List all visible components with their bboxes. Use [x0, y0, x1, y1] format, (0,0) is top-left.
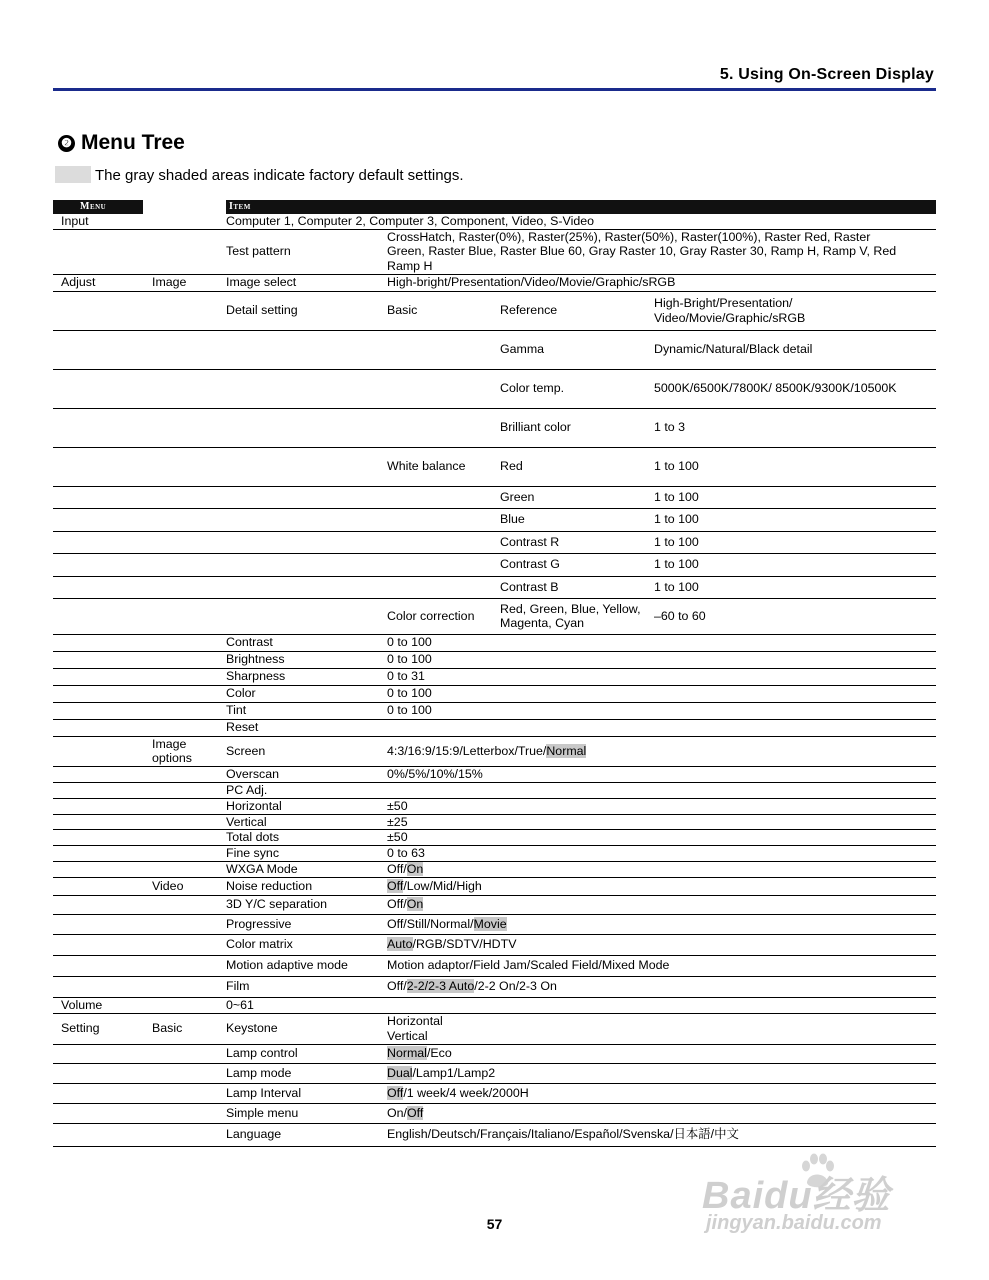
item-value [387, 1083, 936, 1103]
item-label: PC Adj. [226, 782, 387, 798]
item-value [226, 214, 936, 229]
submenu-label [144, 976, 226, 997]
menu-tree-body [53, 214, 936, 1146]
submenu-label [144, 214, 226, 229]
submenu-label [144, 531, 226, 553]
detail-item-value [654, 553, 936, 576]
item-value [387, 702, 936, 719]
submenu-label [144, 685, 226, 702]
menu-row [53, 651, 936, 668]
sub-item-label [387, 408, 500, 447]
detail-item-label: Red [500, 447, 654, 486]
menu-row [53, 895, 936, 914]
item-label: Color [226, 685, 387, 702]
value-text: Basic [387, 303, 418, 318]
menu-row [53, 274, 936, 291]
menu-row [53, 229, 936, 274]
menu-label [53, 408, 144, 447]
item-value [387, 736, 936, 766]
item-value [387, 1063, 936, 1083]
menu-label [53, 369, 144, 408]
item-label: Noise reduction [226, 877, 387, 895]
menu-row [53, 846, 936, 862]
menu-label [53, 508, 144, 531]
value-text: 1 to 100 [654, 459, 699, 474]
item-label: Test pattern [226, 229, 387, 274]
submenu-label [144, 830, 226, 846]
value-text: /Low/Mid/High [403, 878, 482, 893]
item-label: Contrast [226, 634, 387, 651]
value-text: Computer 1, Computer 2, Computer 3, Component, Video, S-Video [226, 214, 595, 228]
submenu-label [144, 782, 226, 798]
value-text: 0 to 100 [387, 686, 432, 701]
item-value [387, 782, 936, 798]
value-text: ±50 [387, 830, 408, 845]
legend-text: The gray shaded areas indicate factory default settings. [95, 167, 464, 184]
page-number: 57 [486, 1216, 503, 1232]
item-label [226, 447, 387, 486]
menu-row [53, 408, 936, 447]
value-text: Off/ [387, 979, 407, 994]
menu-tree-header [53, 200, 936, 214]
item-value [387, 668, 936, 685]
submenu-label [144, 408, 226, 447]
menu-row [53, 782, 936, 798]
item-label: Color matrix [226, 934, 387, 955]
menu-label [53, 330, 144, 369]
item-label: Lamp control [226, 1044, 387, 1063]
submenu-label [144, 1063, 226, 1083]
menu-row [53, 486, 936, 508]
detail-item-label: Blue [500, 508, 654, 531]
menu-label [53, 814, 144, 830]
watermark-brand: Baidu经验 [702, 1175, 891, 1217]
item-label: Reset [226, 719, 387, 736]
sub-item-label [387, 576, 500, 598]
menu-row [53, 668, 936, 685]
submenu-label: Basic [144, 1013, 226, 1044]
value-text: High-Bright/Presentation/ Video/Movie/Graphic/sRGB [654, 296, 806, 325]
menu-tree-table [53, 214, 936, 1147]
item-label: Progressive [226, 914, 387, 934]
menu-row [53, 531, 936, 553]
item-label [226, 598, 387, 634]
menu-row [53, 997, 936, 1013]
value-text: 4:3/16:9/15:9/Letterbox/True/ [387, 743, 547, 758]
value-text: 0 to 100 [387, 703, 432, 718]
submenu-label [144, 997, 226, 1013]
menu-label [53, 598, 144, 634]
item-label: Keystone [226, 1013, 387, 1044]
menu-row [53, 798, 936, 814]
item-value [387, 1103, 936, 1123]
menu-label [53, 976, 144, 997]
item-label: Vertical [226, 814, 387, 830]
submenu-label: Video [144, 877, 226, 895]
menu-label [53, 553, 144, 576]
submenu-label [144, 229, 226, 274]
item-label: Screen [226, 736, 387, 766]
sub-item-label [387, 330, 500, 369]
item-value [387, 1013, 936, 1044]
item-value [387, 229, 936, 274]
detail-item-label: Gamma [500, 330, 654, 369]
detail-item-value [654, 447, 936, 486]
detail-item-value [654, 531, 936, 553]
menu-row [53, 914, 936, 934]
menu-row [53, 934, 936, 955]
detail-item-label: Contrast R [500, 531, 654, 553]
item-label: Lamp mode [226, 1063, 387, 1083]
default-value-highlight: Off [387, 878, 404, 893]
item-header-label: Item [229, 201, 251, 212]
value-text: ±50 [387, 798, 408, 813]
menu-label [53, 291, 144, 330]
menu-row [53, 736, 936, 766]
value-text: Color correction [387, 608, 475, 623]
menu-label [53, 447, 144, 486]
submenu-label [144, 719, 226, 736]
menu-label [53, 736, 144, 766]
detail-item-value [654, 369, 936, 408]
menu-label [53, 955, 144, 976]
item-value [387, 1123, 936, 1146]
menu-row [53, 1083, 936, 1103]
menu-label [53, 685, 144, 702]
submenu-label [144, 486, 226, 508]
menu-label: Setting [53, 1013, 144, 1044]
item-value [226, 997, 936, 1013]
menu-row [53, 719, 936, 736]
menu-row [53, 877, 936, 895]
submenu-label [144, 291, 226, 330]
item-column-header [226, 200, 936, 214]
item-label: Simple menu [226, 1103, 387, 1123]
menu-label [53, 1063, 144, 1083]
menu-label [53, 846, 144, 862]
item-label: Horizontal [226, 798, 387, 814]
item-label [226, 330, 387, 369]
value-text: 1 to 100 [654, 579, 699, 594]
submenu-label [144, 576, 226, 598]
item-label: Tint [226, 702, 387, 719]
menu-label [53, 719, 144, 736]
item-value [387, 877, 936, 895]
submenu-label [144, 634, 226, 651]
item-label: Brightness [226, 651, 387, 668]
menu-label [53, 877, 144, 895]
sub-item-label [387, 369, 500, 408]
submenu-label [144, 1103, 226, 1123]
item-value [387, 976, 936, 997]
menu-row [53, 814, 936, 830]
item-value [387, 766, 936, 782]
value-text: Off/ [387, 897, 407, 912]
menu-label [53, 914, 144, 934]
menu-row [53, 685, 936, 702]
item-label: 3D Y/C separation [226, 895, 387, 914]
detail-item-value [654, 486, 936, 508]
menu-header-label: Menu [80, 201, 107, 212]
item-value [387, 830, 936, 846]
submenu-label: Image options [144, 736, 226, 766]
submenu-label [144, 330, 226, 369]
sub-item-label [387, 598, 500, 634]
detail-item-label: Contrast G [500, 553, 654, 576]
menu-row [53, 447, 936, 486]
submenu-label [144, 508, 226, 531]
menu-label [53, 1123, 144, 1146]
value-text: –60 to 60 [654, 608, 706, 623]
detail-item-value [654, 408, 936, 447]
item-label [226, 369, 387, 408]
section-title-text: Menu Tree [81, 131, 185, 154]
menu-label [53, 576, 144, 598]
menu-row [53, 976, 936, 997]
gray-swatch [55, 166, 91, 183]
item-value [387, 719, 936, 736]
sub-item-label [387, 486, 500, 508]
menu-label [53, 486, 144, 508]
menu-row [53, 634, 936, 651]
value-text: 0 to 100 [387, 652, 432, 667]
detail-item-label: Contrast B [500, 576, 654, 598]
item-value [387, 955, 936, 976]
submenu-label [144, 814, 226, 830]
item-label [226, 531, 387, 553]
sub-item-label [387, 553, 500, 576]
menu-column-header [53, 200, 143, 214]
item-value [387, 634, 936, 651]
item-label [226, 486, 387, 508]
menu-row [53, 861, 936, 877]
detail-item-label: Color temp. [500, 369, 654, 408]
submenu-label: Image [144, 274, 226, 291]
value-text: Dynamic/Natural/Black detail [654, 342, 813, 357]
item-label: Fine sync [226, 846, 387, 862]
submenu-label [144, 369, 226, 408]
menu-row [53, 553, 936, 576]
value-text: 0%/5%/10%/15% [387, 766, 483, 781]
default-value-highlight: Normal [387, 1046, 427, 1061]
menu-row [53, 508, 936, 531]
value-text: /Eco [426, 1046, 452, 1061]
item-label: Motion adaptive mode [226, 955, 387, 976]
value-text: 1 to 100 [654, 512, 699, 527]
menu-label: Adjust [53, 274, 144, 291]
detail-item-value [654, 330, 936, 369]
item-label: Lamp Interval [226, 1083, 387, 1103]
detail-item-label: Brilliant color [500, 408, 654, 447]
value-text: 0~61 [226, 997, 254, 1012]
page-header-title: 5. Using On-Screen Display [719, 66, 934, 83]
item-value [387, 651, 936, 668]
menu-row [53, 702, 936, 719]
item-label: Sharpness [226, 668, 387, 685]
value-text: 5000K/6500K/7800K/ 8500K/9300K/10500K [654, 381, 897, 396]
submenu-label [144, 651, 226, 668]
value-text: 1 to 100 [654, 557, 699, 572]
submenu-label [144, 895, 226, 914]
menu-row [53, 830, 936, 846]
item-label: Overscan [226, 766, 387, 782]
item-label: Language [226, 1123, 387, 1146]
sub-item-label [387, 447, 500, 486]
menu-row [53, 1063, 936, 1083]
sub-item-label [387, 291, 500, 330]
item-value [387, 895, 936, 914]
item-value [387, 1044, 936, 1063]
submenu-label [144, 553, 226, 576]
value-text: 1 to 3 [654, 420, 686, 435]
default-value-highlight: Off [387, 1085, 404, 1100]
submenu-label [144, 1083, 226, 1103]
menu-row [53, 291, 936, 330]
submenu-label [144, 1123, 226, 1146]
default-value-highlight: 2-2/2-3 Auto [406, 979, 475, 994]
detail-item-label: Green [500, 486, 654, 508]
legend [55, 166, 464, 184]
item-label [226, 408, 387, 447]
submenu-label [144, 447, 226, 486]
value-text: Horizontal Vertical [387, 1014, 443, 1043]
menu-label [53, 702, 144, 719]
menu-label [53, 934, 144, 955]
submenu-label [144, 798, 226, 814]
menu-label [53, 1083, 144, 1103]
menu-label [53, 861, 144, 877]
menu-row [53, 576, 936, 598]
value-text: On/ [387, 1105, 407, 1120]
value-text: CrossHatch, Raster(0%), Raster(25%), Raster(50%), Raster(100%), Raster Red, Raster Green, Raster Blue, Raster Blue 60, Gray Raster 10, Gray Raster 30, Ramp H, Ramp V, Red Ramp H [387, 229, 897, 273]
detail-item-value [654, 598, 936, 634]
menu-row [53, 1123, 936, 1146]
menu-label [53, 830, 144, 846]
item-value [387, 861, 936, 877]
value-text: /RGB/SDTV/HDTV [412, 937, 517, 952]
default-value-highlight: On [406, 861, 424, 876]
submenu-label [144, 766, 226, 782]
submenu-label [144, 846, 226, 862]
value-text: 0 to 63 [387, 846, 425, 860]
menu-label [53, 531, 144, 553]
menu-label: Input [53, 214, 144, 229]
item-label: WXGA Mode [226, 861, 387, 877]
section-number-badge: ❷ [58, 135, 75, 152]
detail-item-label: Reference [500, 291, 654, 330]
item-label [226, 576, 387, 598]
menu-row [53, 766, 936, 782]
value-text: Motion adaptor/Field Jam/Scaled Field/Mixed Mode [387, 958, 670, 973]
submenu-label [144, 1044, 226, 1063]
item-value [387, 798, 936, 814]
menu-label: Volume [53, 997, 144, 1013]
menu-row [53, 955, 936, 976]
submenu-label [144, 914, 226, 934]
submenu-label [144, 861, 226, 877]
item-value [387, 934, 936, 955]
value-text: 0 to 100 [387, 635, 432, 650]
default-value-highlight: On [406, 897, 424, 912]
item-value [387, 914, 936, 934]
item-label [226, 508, 387, 531]
menu-label [53, 895, 144, 914]
baidu-watermark [702, 1150, 942, 1240]
item-value [387, 814, 936, 830]
section-title [58, 131, 185, 155]
item-label: Image select [226, 274, 387, 291]
default-value-highlight: Movie [473, 916, 507, 931]
value-text: English/Deutsch/Français/Italiano/Español/Svenska/日本語/中文 [387, 1127, 739, 1142]
submenu-label [144, 955, 226, 976]
menu-label [53, 668, 144, 685]
menu-label [53, 798, 144, 814]
menu-label [53, 651, 144, 668]
item-label: Detail setting [226, 291, 387, 330]
menu-label [53, 782, 144, 798]
menu-row [53, 214, 936, 229]
detail-item-label: Red, Green, Blue, Yellow, Magenta, Cyan [500, 598, 654, 634]
detail-item-value [654, 291, 936, 330]
default-value-highlight: Dual [387, 1065, 413, 1080]
menu-row [53, 1103, 936, 1123]
item-label: Film [226, 976, 387, 997]
value-text: /Lamp1/Lamp2 [412, 1065, 496, 1080]
value-text: 1 to 100 [654, 534, 699, 549]
item-label: Total dots [226, 830, 387, 846]
detail-item-value [654, 576, 936, 598]
submenu-label [144, 934, 226, 955]
value-text: White balance [387, 459, 466, 474]
value-text: 0 to 31 [387, 669, 425, 684]
item-value [387, 846, 936, 862]
menu-row [53, 1013, 936, 1044]
sub-item-label [387, 531, 500, 553]
menu-row [53, 369, 936, 408]
item-label [226, 553, 387, 576]
default-value-highlight: Auto [387, 937, 413, 952]
submenu-label [144, 702, 226, 719]
value-text: /2-2 On/2-3 On [474, 979, 557, 994]
submenu-label [144, 668, 226, 685]
header-rule [53, 88, 936, 91]
value-text: /1 week/4 week/2000H [403, 1085, 529, 1100]
default-value-highlight: Normal [546, 743, 587, 758]
item-value [387, 685, 936, 702]
menu-row [53, 598, 936, 634]
value-text: Off/ [387, 861, 407, 876]
value-text: ±25 [387, 814, 408, 829]
menu-row [53, 1044, 936, 1063]
menu-label [53, 1044, 144, 1063]
menu-label [53, 1103, 144, 1123]
value-text: 1 to 100 [654, 489, 699, 504]
menu-label [53, 229, 144, 274]
detail-item-value [654, 508, 936, 531]
default-value-highlight: Off [406, 1105, 424, 1120]
sub-item-label [387, 508, 500, 531]
menu-row [53, 330, 936, 369]
menu-label [53, 766, 144, 782]
value-text: High-bright/Presentation/Video/Movie/Graphic/sRGB [387, 275, 676, 290]
watermark-url: jingyan.baidu.com [706, 1212, 882, 1234]
menu-label [53, 634, 144, 651]
item-value [387, 274, 936, 291]
submenu-label [144, 598, 226, 634]
value-text: Off/Still/Normal/ [387, 916, 474, 931]
